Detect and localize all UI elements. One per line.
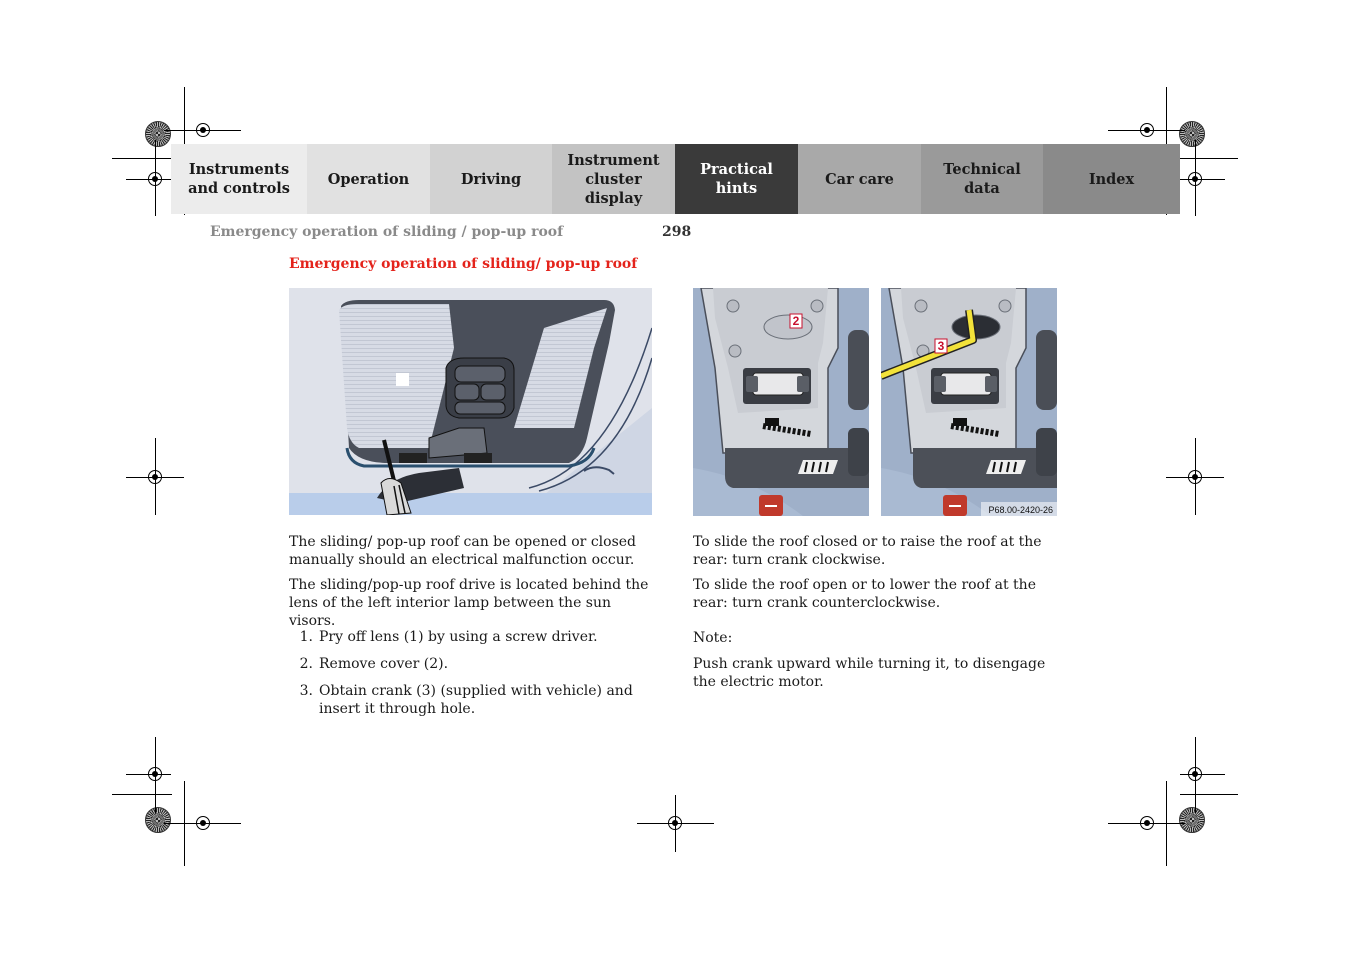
page-number: 298 <box>662 224 692 240</box>
step-text: Remove cover (2). <box>319 656 449 672</box>
figure-code: P68.00-2420-26 <box>988 505 1053 515</box>
tab-car-care[interactable]: Car care <box>798 144 921 214</box>
open-instruction: To slide the roof open or to lower the roof at the rear: turn crank counterclockwise. <box>693 577 1036 611</box>
crank-inserted-illustration <box>881 288 1057 516</box>
step-text: Obtain crank (3) (supplied with vehicle) and insert it through hole. <box>319 683 633 717</box>
callout-2: 2 <box>792 314 800 328</box>
note-label: Note: <box>693 630 733 646</box>
registration-rosette-icon <box>1179 121 1205 147</box>
list-item <box>289 682 659 718</box>
tab-driving[interactable]: Driving <box>430 144 552 214</box>
step-number: 3. <box>299 683 313 699</box>
list-item <box>289 655 659 673</box>
tab-index[interactable]: Index <box>1043 144 1180 214</box>
step-number: 1. <box>299 629 313 645</box>
registration-rosette-icon <box>145 121 171 147</box>
location-paragraph: The sliding/pop-up roof drive is located behind the lens of the left interior lamp between the sun visors. <box>289 577 649 629</box>
step-number: 2. <box>299 656 313 672</box>
steps-list <box>289 628 659 727</box>
callout-3: 3 <box>937 339 945 353</box>
intro-paragraph: The sliding/ pop-up roof can be opened or closed manually should an electrical malfunction occur. <box>289 534 636 568</box>
close-instruction: To slide the roof closed or to raise the roof at the rear: turn crank clockwise. <box>693 534 1042 568</box>
step-text: Pry off lens (1) by using a screw driver. <box>319 629 598 645</box>
cover-removed-illustration <box>693 288 869 516</box>
registration-rosette-icon <box>1179 807 1205 833</box>
running-head: Emergency operation of sliding / pop-up roof <box>210 224 564 240</box>
registration-rosette-icon <box>145 807 171 833</box>
tab-operation[interactable]: Operation <box>307 144 430 214</box>
chapter-tabs <box>171 144 1180 214</box>
section-title: Emergency operation of sliding/ pop-up roof <box>289 256 638 272</box>
overhead-lamp-illustration <box>289 288 652 515</box>
tab-technical-data[interactable]: Technical data <box>921 144 1043 214</box>
tab-instrument-cluster-display[interactable]: Instrument cluster display <box>552 144 675 214</box>
note-text: Push crank upward while turning it, to disengage the electric motor. <box>693 656 1046 690</box>
list-item <box>289 628 659 646</box>
tab-instruments-and-controls[interactable]: Instruments and controls <box>171 144 307 214</box>
tab-practical-hints[interactable]: Practical hints <box>675 144 798 214</box>
